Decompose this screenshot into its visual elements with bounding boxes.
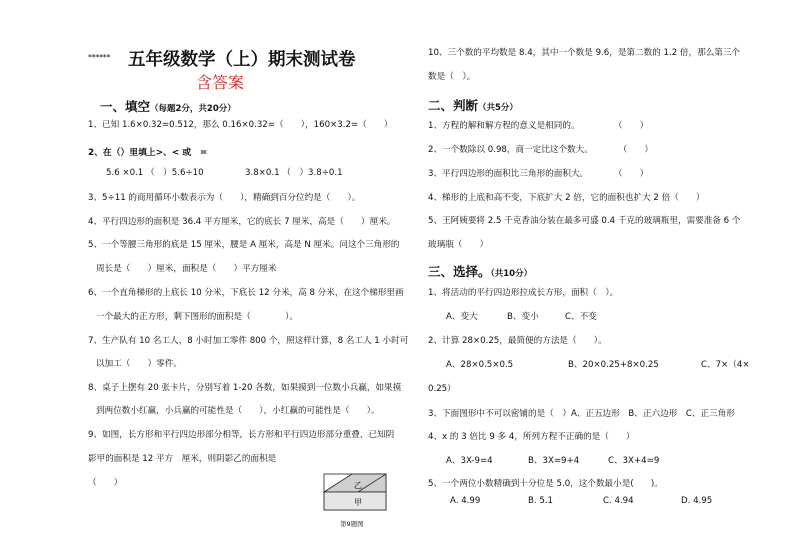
question-9-answer-blank: （ ）: [88, 478, 123, 488]
section-note: （每题2分，共20分）: [150, 104, 236, 114]
judge-4: 4、梯形的上底和高不变，下底扩大 2 倍，它的面积也扩大 2 倍（ ）: [428, 193, 705, 203]
choice-5-option-a: A. 4.99: [450, 496, 481, 506]
choice-2-option-b: B、20×0.25+8×0.25: [568, 360, 659, 370]
choice-4-option-a: A、3X-9=4: [446, 456, 493, 466]
question-2-part-a: 5.6 ×0.1 （ ）5.6÷10: [106, 168, 204, 178]
question-10-line-2: 数是（ ）。: [428, 72, 476, 82]
section-note: （共5分）: [478, 103, 518, 113]
question-3: 3、5÷11 的商用循环小数表示为（ ），精确到百分位约是（ ）。: [88, 193, 361, 203]
figure-caption: 第9题图: [340, 520, 364, 528]
judge-1: 1、方程的解和解方程的意义是相同的。 （ ）: [428, 121, 649, 131]
question-9-line-1: 9、如图，长方形和平行四边形部分相等，长方形和平行四边形部分重叠，已知阴: [88, 430, 395, 440]
question-7-line-1: 7、生产队有 10 名工人，8 小时加工零件 800 个，照这样计算，8 名工人 1 小时可: [88, 336, 409, 346]
choice-4-option-c: C、3X+4=9: [608, 456, 660, 466]
question-5-line-2: 周长是（ ）厘米，面积是（ ）平方厘米: [96, 264, 277, 274]
choice-5-option-b: B. 5.1: [528, 496, 554, 506]
judge-5-line-1: 5、王阿姨要将 2.5 千克香油分装在最多可盛 0.4 千克的玻璃瓶里，需要准备 6 个: [428, 216, 741, 226]
question-6-line-2: 一个最大的正方形，剩下图形的面积是（ ）。: [96, 312, 298, 322]
choice-5-option-d: D. 4.95: [681, 496, 713, 506]
question-9-figure: [318, 462, 392, 514]
section-fill-blank-heading: [100, 97, 236, 115]
judge-5-line-2: 玻璃瓶（ ）: [428, 240, 489, 250]
page-subtitle: 含答案: [196, 73, 245, 92]
choice-1-option-b: B、变小: [507, 312, 539, 322]
choice-4-option-b: B、3X=9+4: [528, 456, 580, 466]
question-4: 4、平行四边形的面积是 36.4 平方厘米，它的底长 7 厘米，高是（ ）厘米。: [88, 217, 396, 227]
choice-5-option-c: C. 4.94: [603, 496, 634, 506]
section-title: 一、填空: [100, 99, 151, 114]
question-1: 1、已知 1.6×0.32=0.512，那么 0.16×0.32=（ ），160×3.2=（ ）: [88, 120, 393, 130]
question-7-line-2: 以加工（ ）零件。: [96, 359, 182, 369]
choice-5: 5、一个两位小数精确到十分位是 5.0，这个数最小是( )。: [428, 479, 663, 489]
question-5-line-1: 5、一个等腰三角形的底是 15 厘米，腰是 A 厘米，高是 N 厘米。问这个三角形的: [88, 240, 400, 250]
question-8-line-2: 到两位数小红赢，小兵赢的可能性是（ ），小红赢的可能性是（ ）。: [96, 406, 380, 416]
section-title: 二、判断: [428, 98, 479, 113]
question-9-line-2: 影甲的面积是 12 平方 厘米，则阴影乙的面积是: [88, 454, 277, 464]
figure-label-bottom: 甲: [354, 498, 362, 507]
choice-2-option-c: C、7×（4×: [701, 360, 750, 370]
question-6-line-1: 6、一个直角梯形的上底长 10 分米，下底长 12 分米，高 8 分米，在这个梯形里画: [88, 288, 404, 298]
choice-1-option-c: C、不变: [565, 312, 597, 322]
title-stars: ******: [88, 53, 111, 62]
question-2: 2、在（）里填上>、< 或 =: [88, 148, 208, 158]
judge-2: 2、一个数除以 0.98，商一定比这个数大。 （ ）: [428, 145, 653, 155]
choice-2: 2、计算 28×0.25，最简便的方法是（ ）。: [428, 336, 607, 346]
choice-3: 3、下面图形中不可以密铺的是（ ）A、正五边形 B、正六边形 C、正三角形: [428, 409, 735, 419]
page-title: 五年级数学（上）期末测试卷: [128, 50, 356, 70]
choice-2-option-a: A、28×0.5×0.5: [446, 360, 514, 370]
choice-2-option-c-cont: 0.25）: [428, 384, 456, 394]
question-2-part-b: 3.8×0.1 （ ）3.8÷0.1: [245, 168, 343, 178]
choice-4: 4、x 的 3 倍比 9 多 4，所列方程不正确的是（ ）: [428, 432, 635, 442]
figure-label-top: 乙: [354, 481, 362, 490]
section-title: 三、选择。: [428, 264, 491, 279]
section-choice-heading: [428, 262, 532, 280]
judge-3: 3、平行四边形的面积比三角形的面积大。 （ ）: [428, 169, 649, 179]
section-note: （共10分）: [490, 269, 533, 279]
section-judge-heading: [428, 96, 518, 114]
question-10-line-1: 10、三个数的平均数是 8.4，其中一个数是 9.6，是第二数的 1.2 倍，那么第三个: [428, 48, 741, 58]
choice-1: 1、将活动的平行四边形拉成长方形，面积（ ）。: [428, 288, 619, 298]
choice-1-option-a: A、变大: [446, 312, 478, 322]
question-8-line-1: 8、桌子上摆有 20 张卡片，分别写着 1-20 各数，如果摸到一位数小兵赢，如果摸: [88, 383, 402, 393]
